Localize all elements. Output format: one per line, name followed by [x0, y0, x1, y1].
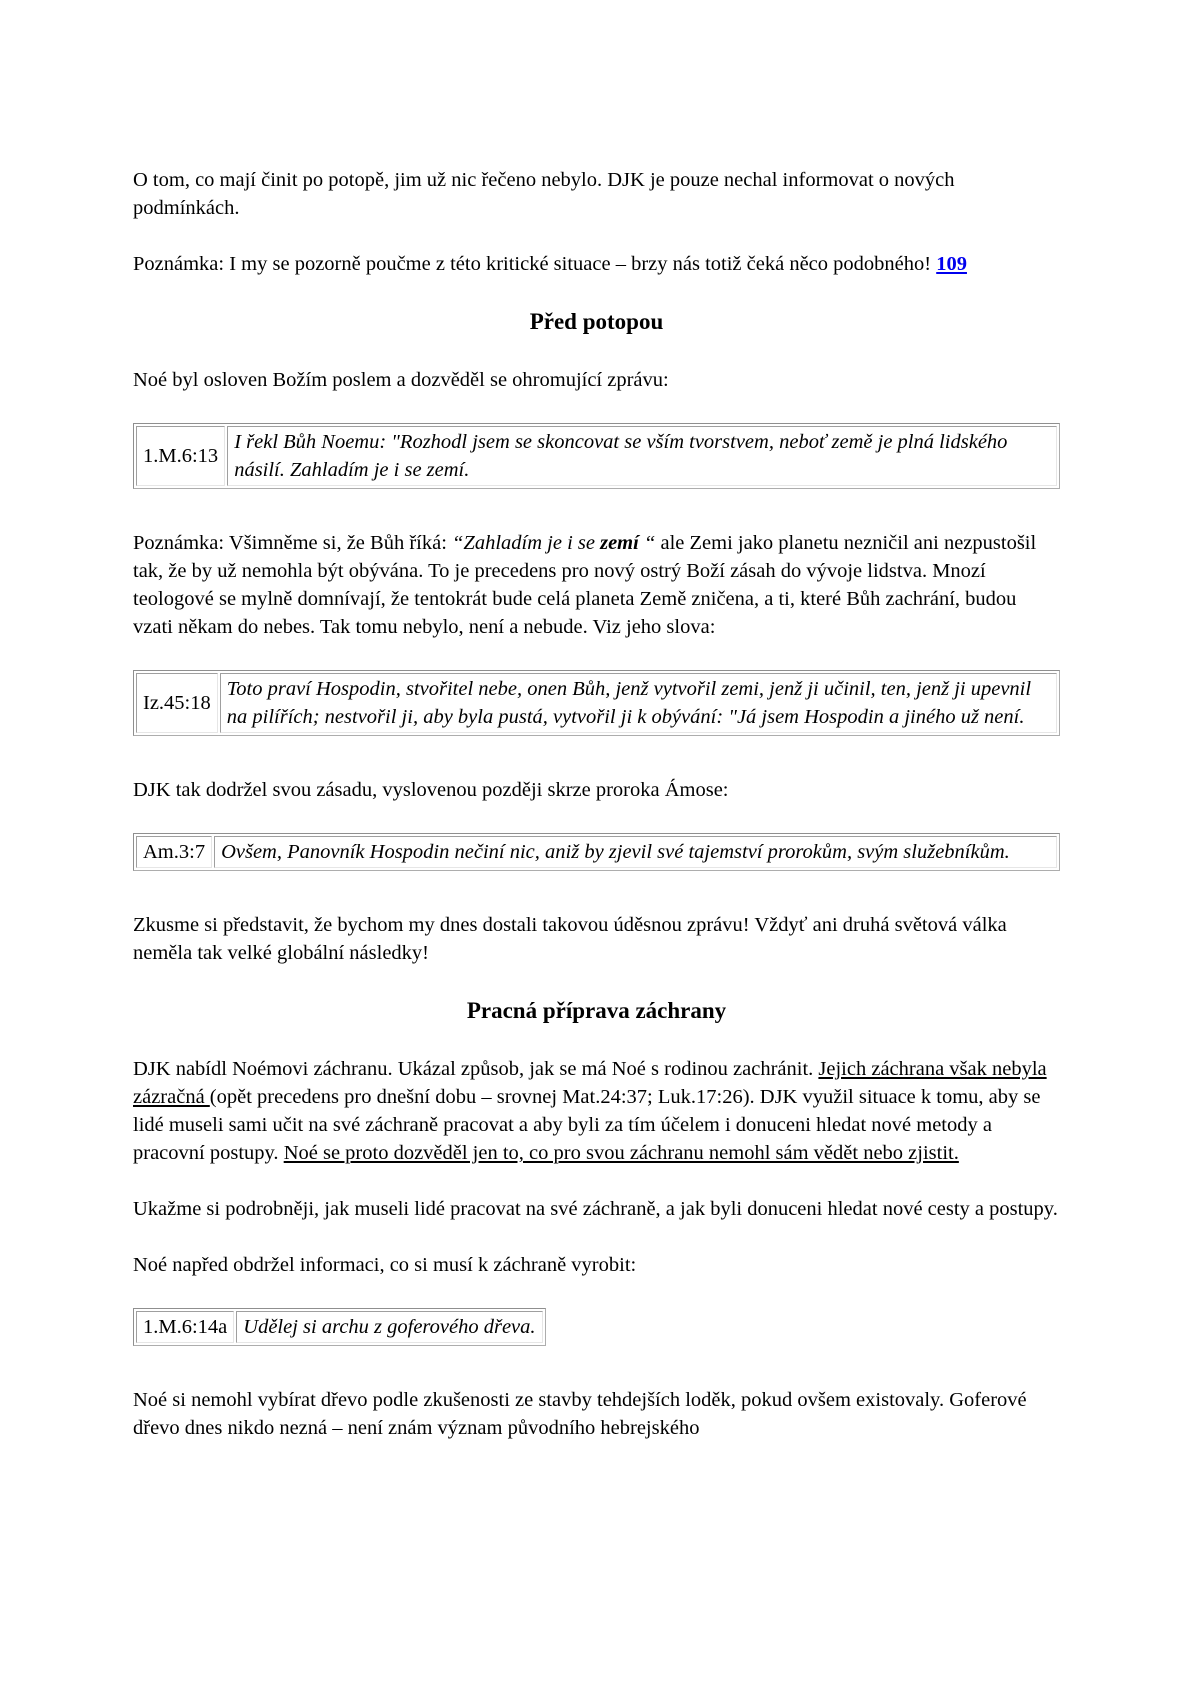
verse-row [136, 1311, 543, 1343]
paragraph-note-1 [133, 250, 1060, 278]
verse-ref: Am.3:7 [136, 836, 212, 868]
verse-row [136, 426, 1057, 486]
note-1-text: Poznámka: I my se pozorně poučme z této kritické situace – brzy nás totiž čeká něco podobného! [133, 253, 937, 275]
rescue-middle: (opět precedens pro dnešní dobu – srovnej Mat.24:37; Luk.17:26). DJK využil situace k tomu, aby se lidé museli sami učit na své záchraně pracovat a aby byli za tím účelem i donuceni hledat nové metody a pracovní postupy. [133, 1086, 1041, 1164]
verse-ref: 1.M.6:13 [136, 426, 225, 486]
paragraph-note-2 [133, 529, 1060, 641]
paragraph-intro: O tom, co mají činit po potopě, jim už nic řečeno nebylo. DJK je pouze nechal informovat o nových podmínkách. [133, 169, 955, 219]
paragraph-show-details: Ukažme si podrobněji, jak museli lidé pracovat na své záchraně, a jak byli donuceni hledat nové cesty a postupy. [133, 1198, 1058, 1220]
verse-table-isa-45-18 [133, 670, 1060, 736]
note-2-quote-start: “Zahladím je i se [452, 532, 601, 554]
footnote-link-109[interactable]: 109 [936, 253, 967, 275]
rescue-underline-2: Noé se proto dozvěděl jen to, co pro svou záchranu nemohl sám vědět nebo zjistit. [283, 1142, 959, 1164]
note-2-lead: Poznámka: Všimněme si, že Bůh říká: [133, 532, 453, 554]
paragraph-gopher-wood: Noé si nemohl vybírat dřevo podle zkušenosti ze stavby tehdejších loděk, pokud ovšem existovaly. Goferové dřevo dnes nikdo nezná – není znám význam původního hebrejského [133, 1389, 1027, 1439]
paragraph-imagine: Zkusme si představit, že bychom my dnes dostali takovou úděsnou zprávu! Vždyť ani druhá světová válka neměla tak velké globální následky! [133, 914, 1007, 964]
note-2-quote-emphasis: zemí [600, 532, 639, 554]
paragraph-djk-principle: DJK tak dodržel svou zásadu, vyslovenou později skrze proroka Ámose: [133, 779, 729, 801]
verse-ref: Iz.45:18 [136, 673, 218, 733]
verse-row [136, 836, 1057, 868]
verse-table-gen-6-14a [133, 1308, 546, 1346]
note-2-rest: ale Zemi jako planetu nezničil ani nezpustošil tak, že by už nemohla být obývána. To je precedens pro nový ostrý Boží zásah do vývoje lidstva. Mnozí teologové se mylně domnívají, že tentokrát bude celá planeta Země zničena, a ti, které Bůh zachrání, budou vzati někam do nebes. Tak tomu nebylo, není a nebude. Viz jeho slova: [133, 532, 1037, 638]
section-heading-before-flood: Před potopou [529, 309, 664, 334]
verse-quote: I řekl Bůh Noemu: "Rozhodl jsem se skoncovat se vším tvorstvem, neboť země je plná lidského násilí. Zahladím je i se zemí. [227, 426, 1057, 486]
section-heading-laborious-rescue: Pracná příprava záchrany [466, 998, 727, 1023]
paragraph-noe-addressed: Noé byl osloven Božím poslem a dozvěděl se ohromující zprávu: [133, 369, 669, 391]
verse-table-amos-3-7 [133, 833, 1060, 871]
verse-quote: Toto praví Hospodin, stvořitel nebe, onen Bůh, jenž vytvořil zemi, jenž ji učinil, ten, jenž ji upevnil na pilířích; nestvořil ji, aby byla pustá, vytvořil ji k obývání: "Já jsem Hospodin a jiného už není. [220, 673, 1057, 733]
verse-quote: Ovšem, Panovník Hospodin nečiní nic, aniž by zjevil své tajemství prorokům, svým služebníkům. [214, 836, 1057, 868]
verse-ref: 1.M.6:14a [136, 1311, 234, 1343]
rescue-underline-1: Jejich záchrana však nebyla zázračná [133, 1058, 1047, 1108]
paragraph-noe-information: Noé napřed obdržel informaci, co si musí k záchraně vyrobit: [133, 1254, 637, 1276]
verse-quote: Udělej si archu z goferového dřeva. [236, 1311, 542, 1343]
rescue-lead: DJK nabídl Noémovi záchranu. Ukázal způsob, jak se má Noé s rodinou zachránit. [133, 1058, 819, 1080]
paragraph-rescue-offered [133, 1055, 1060, 1167]
verse-row [136, 673, 1057, 733]
note-2-quote-end: “ [638, 532, 656, 554]
verse-table-gen-6-13 [133, 423, 1060, 489]
